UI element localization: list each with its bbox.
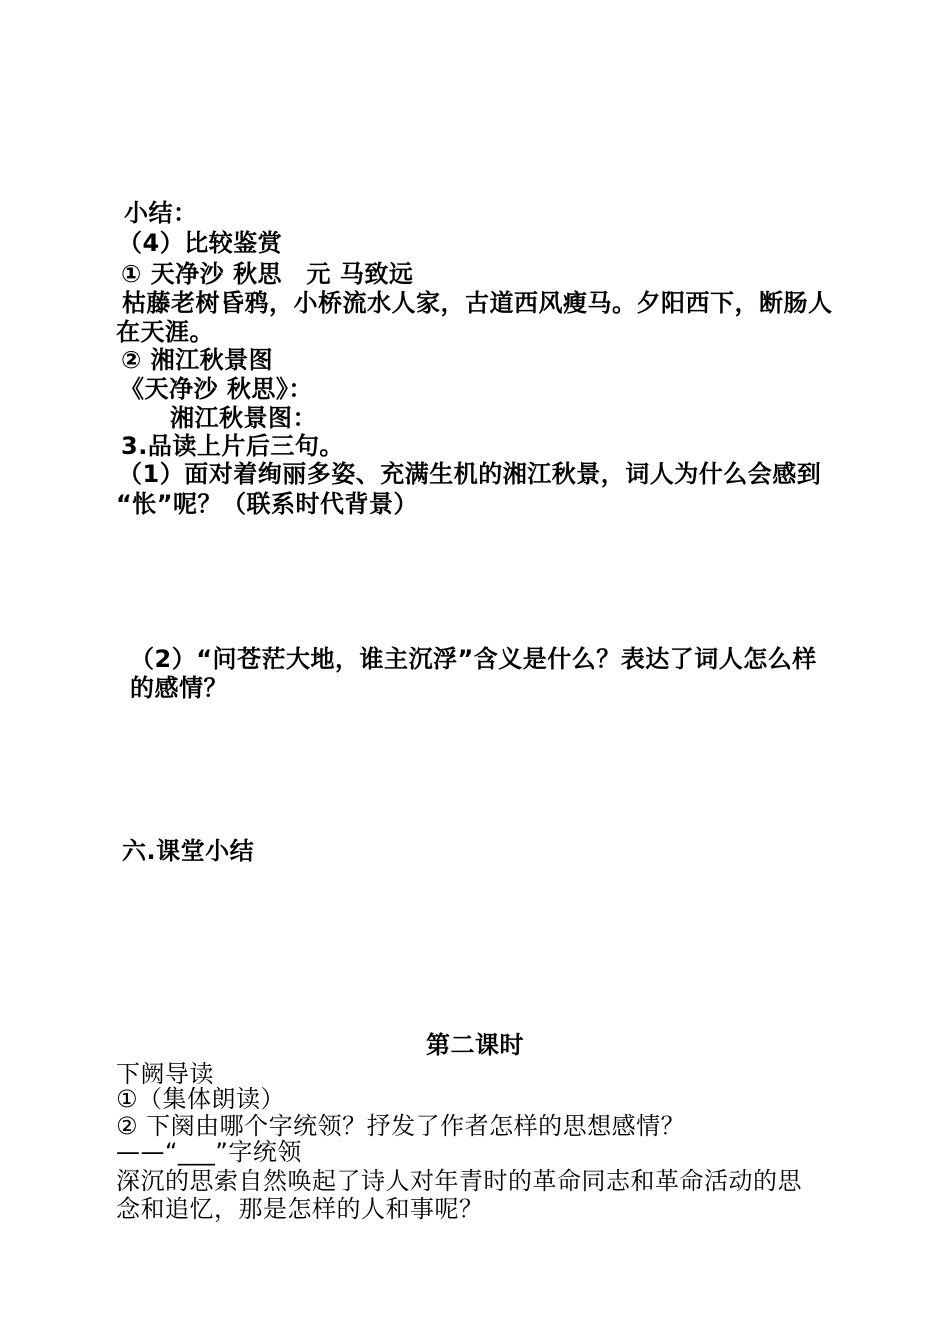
section6-heading: 六.课堂小结 (122, 837, 255, 865)
poem2-title: ② 湘江秋景图 (121, 346, 274, 374)
lesson2-para-line2: 念和追忆，那是怎样的人和事呢？ (116, 1195, 484, 1223)
question2-line2: 的感情？ (130, 674, 228, 702)
compare-poem-b: 湘江秋景图： (170, 404, 317, 432)
summary-label: 小结： (124, 199, 198, 227)
item4-heading: （4）比较鉴赏 (118, 229, 283, 257)
lesson2-title: 第二课时 (426, 1031, 524, 1059)
lesson2-item2: ② 下阕由哪个字统领？抒发了作者怎样的思想感情？ (116, 1112, 686, 1140)
lesson2-item1: ①（集体朗读） (116, 1085, 286, 1113)
step3-heading: 3.品读上片后三句。 (121, 432, 344, 460)
lesson2-para-line1: 深沉的思索自然唤起了诗人对年青时的革命同志和革命活动的思 (116, 1167, 802, 1195)
compare-poem-a: 《天净沙 秋思》： (120, 375, 313, 403)
lesson2-heading: 下阙导读 (116, 1060, 214, 1088)
poem1-title: ① 天净沙 秋思 元 马致远 (121, 260, 414, 288)
poem1-text-line1: 枯藤老树昏鸦，小桥流水人家，古道西风瘦马。夕阳西下，断肠人 (122, 289, 833, 317)
question2-line1: （2）“问苍茫大地，谁主沉浮”含义是什么？表达了词人怎么样 (130, 645, 817, 673)
poem1-text-line2: 在天涯。 (116, 318, 214, 346)
question1-line2: “怅”呢？（联系时代背景） (116, 490, 419, 518)
lesson2-item3: ——“___”字统领 (116, 1138, 302, 1166)
question1-line1: （1）面对着绚丽多姿、充满生机的湘江秋景，词人为什么会感到 (118, 460, 822, 488)
